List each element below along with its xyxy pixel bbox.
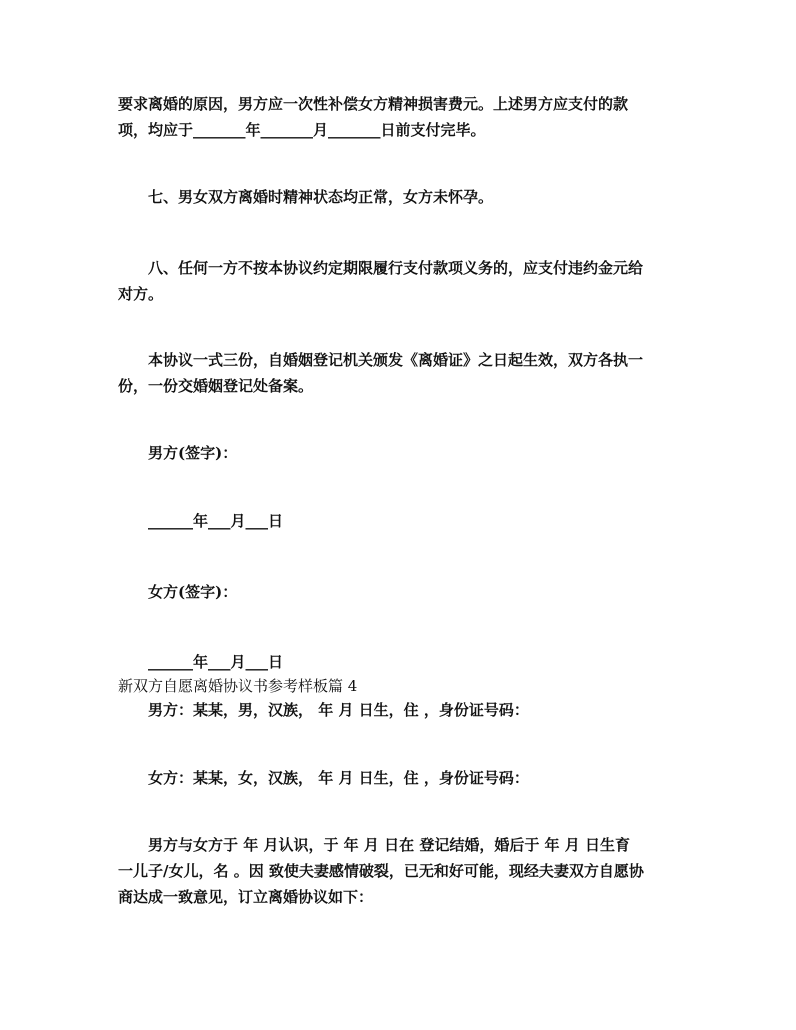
background-line-2: 一儿子/女儿，名 。因 致使夫妻感情破裂，已无和好可能，现经夫妻双方自愿协 [118,862,644,880]
male-signature-date: ______年___月___日 [148,512,284,530]
female-signature-date: ______年___月___日 [148,653,284,671]
clause-seven: 七、男女双方离婚时精神状态均正常，女方未怀孕。 [148,188,494,206]
section-title: 新双方自愿离婚协议书参考样板篇 4 [118,677,358,695]
paragraph-line: 项，均应于_______年_______月_______日前支付完毕。 [118,121,486,139]
agreement-note-line-1: 本协议一式三份，自婚姻登记机关颁发《离婚证》之日起生效，双方各执一 [148,351,644,369]
female-signature-label: 女方(签字)： [148,583,238,601]
male-party-line: 男方：某某，男，汉族， 年 月 日生，住 ，身份证号码： [148,701,529,719]
male-signature-label: 男方(签字)： [148,444,238,462]
agreement-note-line-2: 份，一份交婚姻登记处备案。 [118,377,314,395]
paragraph-line: 要求离婚的原因，男方应一次性补偿女方精神损害费元。上述男方应支付的款 [118,95,629,113]
clause-eight-line-1: 八、任何一方不按本协议约定期限履行支付款项义务的，应支付违约金元给 [148,259,644,277]
clause-eight-line-2: 对方。 [118,285,164,303]
background-line-1: 男方与女方于 年 月认识，于 年 月 日在 登记结婚，婚后于 年 月 日生育 [148,836,631,854]
background-line-3: 商达成一致意见，订立离婚协议如下： [118,888,374,906]
female-party-line: 女方：某某，女，汉族， 年 月 日生，住 ，身份证号码： [148,769,529,787]
